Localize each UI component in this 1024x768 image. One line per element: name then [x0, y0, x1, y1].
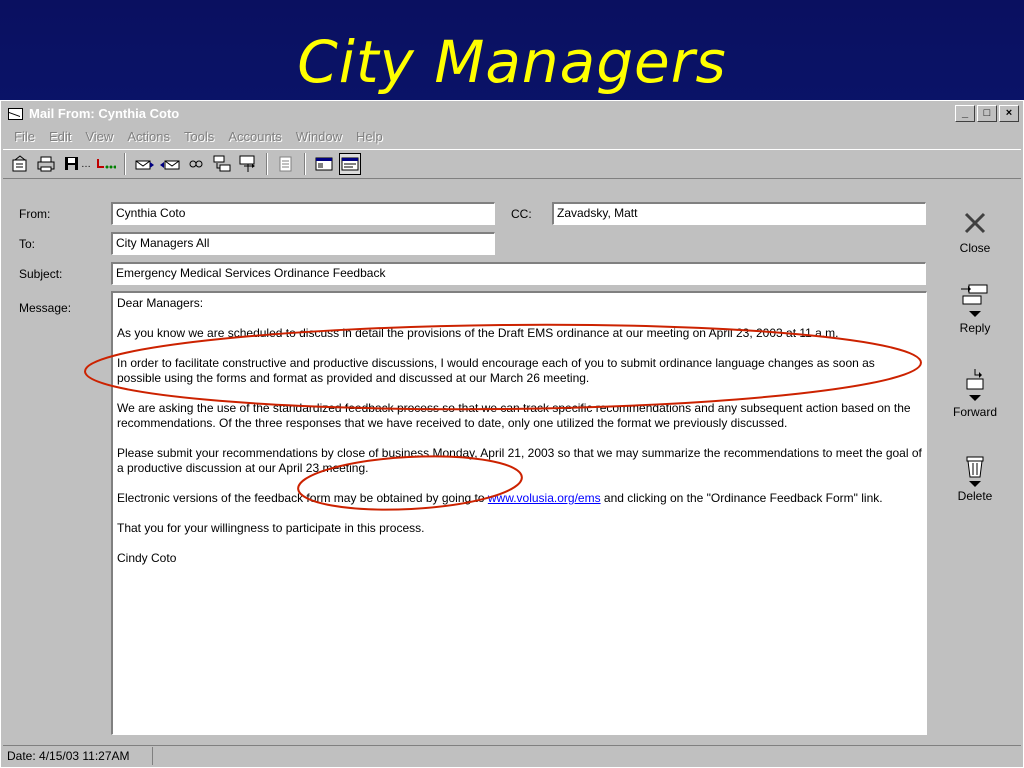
- toolbar-separator: [124, 153, 126, 175]
- read-receipt-icon[interactable]: [185, 153, 207, 175]
- message-paragraph: In order to facilitate constructive and productive discussions, I would encourage each of you to submit ordinance language changes as soon as possible using the forms and format as provided and discussed at our March 26 meeting.: [117, 356, 875, 385]
- view-icon[interactable]: [339, 153, 361, 175]
- cc-label: CC:: [511, 207, 532, 221]
- close-button-label: Close: [959, 241, 991, 255]
- menu-tools[interactable]: Tools: [183, 129, 215, 144]
- tree-icon[interactable]: [95, 153, 117, 175]
- status-bar: [3, 745, 1021, 765]
- message-paragraph: That you for your willingness to participate in this process.: [117, 521, 425, 535]
- cc-field[interactable]: Zavadsky, Matt: [552, 202, 926, 225]
- reply-button-label: Reply: [959, 321, 991, 335]
- menu-edit[interactable]: Edit: [48, 129, 72, 144]
- message-paragraph: We are asking the use of the standardized feedback process so that we can track specific recommendations and any subsequent action based on the recommendations. Of the three responses that we have received to date, only one utilized the format we previously discussed.: [117, 401, 911, 430]
- menu-actions[interactable]: Actions: [127, 129, 170, 144]
- move-icon[interactable]: [211, 153, 233, 175]
- preview-icon[interactable]: [313, 153, 335, 175]
- copy-icon[interactable]: [237, 153, 259, 175]
- properties-icon[interactable]: [9, 153, 31, 175]
- message-paragraph: [117, 491, 922, 506]
- menu-window[interactable]: Window: [295, 129, 343, 144]
- mail-window: [0, 100, 1024, 768]
- subject-label: Subject:: [19, 267, 63, 281]
- menu-bar: [7, 127, 390, 147]
- from-label: From:: [19, 207, 51, 221]
- slide-title: City Managers: [297, 28, 727, 96]
- close-button[interactable]: [945, 203, 1005, 255]
- notes-icon[interactable]: [275, 153, 297, 175]
- mail-icon: [7, 106, 23, 120]
- toolbar-separator: [266, 153, 268, 175]
- maximize-button[interactable]: □: [977, 105, 997, 122]
- forward-button-label: Forward: [952, 405, 997, 419]
- close-window-button[interactable]: ×: [999, 105, 1019, 122]
- subject-field[interactable]: Emergency Medical Services Ordinance Feedback: [111, 262, 926, 285]
- message-paragraph: Please submit your recommendations by close of business Monday, April 21, 2003 so that we may summarize the recommendations to meet the goal of a productive discussion at our April 23 meeting.: [117, 446, 922, 475]
- message-signature: Cindy Coto: [117, 551, 177, 565]
- toolbar-separator: [304, 153, 306, 175]
- forward-icon: [945, 367, 1005, 405]
- from-field[interactable]: Cynthia Coto: [111, 202, 495, 225]
- to-label: To:: [19, 237, 36, 251]
- message-paragraph: Dear Managers:: [117, 296, 204, 310]
- message-text: and clicking on the "Ordinance Feedback Form" link.: [600, 491, 883, 505]
- window-title: Mail From: Cynthia Coto: [29, 105, 180, 121]
- delete-button-label: Delete: [957, 489, 993, 503]
- message-text: Electronic versions of the feedback form may be obtained by going to: [117, 491, 488, 505]
- message-body[interactable]: [111, 291, 927, 735]
- feedback-form-link[interactable]: www.volusia.org/ems: [487, 491, 601, 505]
- menu-help[interactable]: Help: [356, 129, 383, 144]
- next-icon[interactable]: [159, 153, 181, 175]
- forward-button[interactable]: [945, 367, 1005, 419]
- save-as-icon[interactable]: [61, 153, 83, 175]
- menu-view[interactable]: View: [85, 129, 114, 144]
- message-label: Message:: [19, 301, 72, 315]
- previous-icon[interactable]: [133, 153, 155, 175]
- reply-icon: [945, 283, 1005, 321]
- window-titlebar[interactable]: [3, 103, 1021, 123]
- close-icon: [945, 203, 1005, 241]
- status-date: Date: 4/15/03 11:27AM: [3, 747, 153, 765]
- ellipsis-icon: …: [81, 158, 91, 170]
- menu-accounts[interactable]: Accounts: [228, 129, 282, 144]
- window-controls: [955, 105, 1019, 122]
- reply-button[interactable]: [945, 283, 1005, 335]
- toolbar: [3, 149, 1021, 179]
- print-icon[interactable]: [35, 153, 57, 175]
- delete-button[interactable]: [945, 451, 1005, 503]
- trash-icon: [945, 451, 1005, 489]
- to-field[interactable]: City Managers All: [111, 232, 495, 255]
- menu-file[interactable]: File: [14, 129, 35, 144]
- minimize-button[interactable]: _: [955, 105, 975, 122]
- message-paragraph: As you know we are scheduled to discuss in detail the provisions of the Draft EMS ordinance at our meeting on April 23, 2003 at 11 a.m.: [117, 326, 839, 340]
